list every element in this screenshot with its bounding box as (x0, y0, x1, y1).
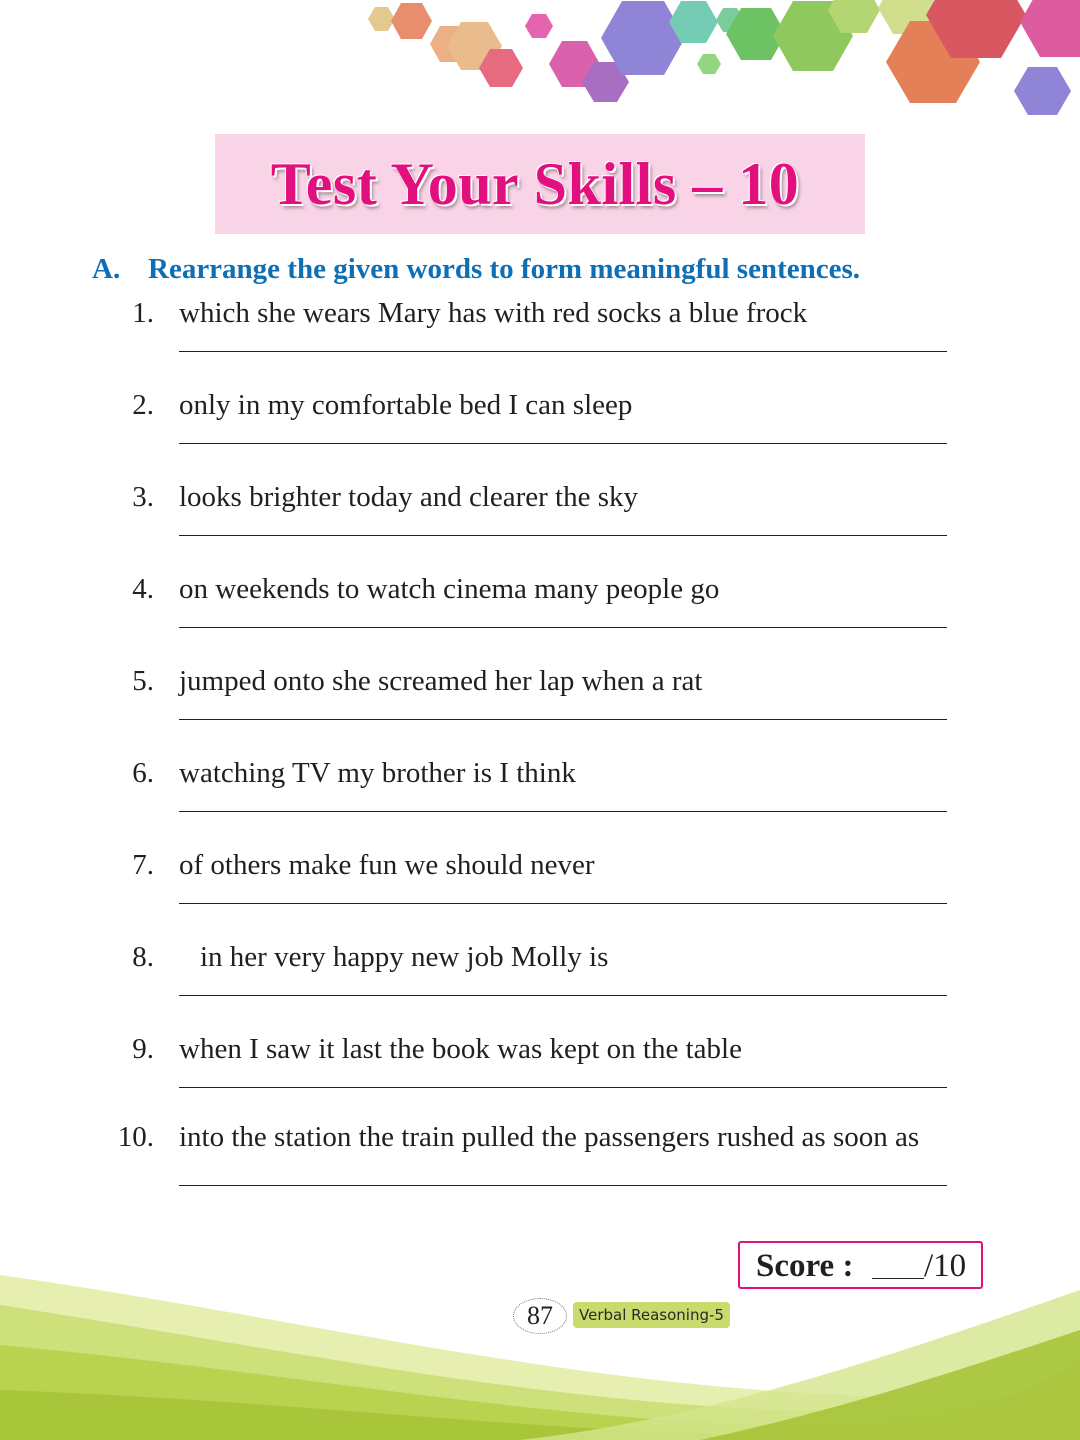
question-number: 7. (132, 849, 154, 881)
answer-line[interactable] (179, 443, 947, 444)
question-item (0, 941, 1080, 1033)
question-text: looks brighter today and clearer the sky (179, 481, 639, 513)
question-item (0, 573, 1080, 665)
question-number: 10. (117, 1121, 154, 1153)
answer-line[interactable] (179, 995, 947, 996)
answer-line[interactable] (179, 719, 947, 720)
question-item (0, 1033, 1080, 1125)
answer-line[interactable] (179, 627, 947, 628)
question-text: in her very happy new job Molly is (200, 941, 609, 973)
score-blank[interactable] (872, 1278, 924, 1279)
question-number: 8. (132, 941, 154, 973)
question-number: 9. (132, 1033, 154, 1065)
question-text: when I saw it last the book was kept on the table (179, 1033, 742, 1065)
answer-line[interactable] (179, 535, 947, 536)
book-name-tag: Verbal Reasoning-5 (573, 1302, 730, 1328)
answer-line[interactable] (179, 1087, 947, 1088)
section-letter: A. (92, 253, 121, 285)
score-box (738, 1241, 983, 1289)
question-number: 6. (132, 757, 154, 789)
question-item (0, 1121, 1080, 1213)
question-item (0, 757, 1080, 849)
question-number: 4. (132, 573, 154, 605)
answer-line[interactable] (179, 351, 947, 352)
question-item (0, 665, 1080, 757)
answer-line[interactable] (179, 1185, 947, 1186)
page-number: 87 (513, 1298, 567, 1334)
score-total: /10 (924, 1248, 967, 1284)
question-number: 5. (132, 665, 154, 697)
question-item (0, 481, 1080, 573)
question-number: 3. (132, 481, 154, 513)
section-instruction: Rearrange the given words to form meaningful sentences. (148, 253, 861, 285)
answer-line[interactable] (179, 811, 947, 812)
question-item (0, 389, 1080, 481)
question-item (0, 849, 1080, 941)
question-text: of others make fun we should never (179, 849, 595, 881)
question-number: 2. (132, 389, 154, 421)
score-label: Score : (756, 1248, 854, 1284)
question-text: which she wears Mary has with red socks a blue frock (179, 297, 808, 329)
page-title: Test Your Skills – 10 (270, 151, 800, 217)
question-item (0, 297, 1080, 389)
question-number: 1. (132, 297, 154, 329)
answer-line[interactable] (179, 903, 947, 904)
question-text: only in my comfortable bed I can sleep (179, 389, 633, 421)
question-text: watching TV my brother is I think (179, 757, 576, 789)
question-text: into the station the train pulled the passengers rushed as soon as (179, 1121, 920, 1153)
question-text: on weekends to watch cinema many people go (179, 573, 720, 605)
question-text: jumped onto she screamed her lap when a rat (179, 665, 703, 697)
